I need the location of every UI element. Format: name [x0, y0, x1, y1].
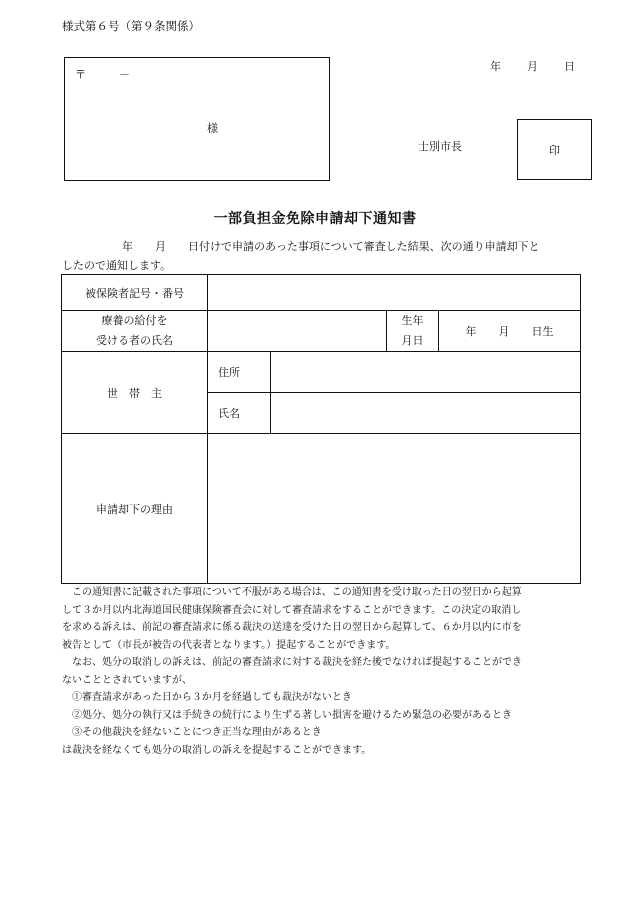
address-field — [271, 352, 581, 393]
date-year: 年 — [490, 60, 501, 73]
birth-label-line-2: 月日 — [401, 334, 424, 347]
rejection-reason-field — [208, 434, 581, 584]
rejection-reason-label: 申請却下の理由 — [62, 434, 208, 584]
appeal-notice — [62, 584, 582, 759]
household-head-label: 世 帯 主 — [62, 352, 208, 434]
seal-box — [517, 119, 592, 180]
document-title: 一部負担金免除申請却下通知書 — [213, 211, 417, 227]
date-line — [490, 58, 575, 74]
notice-line: を求める訴えは、前記の審査請求に係る裁決の送達を受けた日の翌日から起算して、６か月以内に市を — [62, 622, 522, 633]
notice-line: 被告として（市長が被告の代表者となります。）提起することができます。 — [62, 639, 396, 651]
recipient-name-label — [62, 311, 208, 352]
recipient-name-label-line-1: 療養の給付を — [101, 314, 168, 327]
birth-date-field: 年 月 日生 — [439, 311, 581, 352]
notice-list-item: ①審査請求があった日から３か月を経過しても裁決がないとき — [72, 692, 352, 703]
recipient-honorific: 様 — [207, 122, 218, 135]
notice-line: ないこととされていますが、 — [62, 674, 192, 686]
insured-number-field — [208, 275, 581, 311]
recipient-name-label-line-2: 受ける者の氏名 — [96, 334, 173, 347]
address-box — [64, 57, 330, 181]
insured-number-label: 被保険者記号・番号 — [62, 275, 208, 311]
notice-line: して３か月以内北海道国民健康保険審査会に対して審査請求をすることができます。この決定の取消し — [62, 604, 522, 616]
application-form-table — [61, 274, 581, 584]
notice-line: この通知書に記載された事項について不服がある場合は、この通知書を受け取った日の翌日から起算 — [72, 587, 522, 598]
date-month: 月 — [527, 60, 538, 73]
intro-line-2: したので通知します。 — [62, 259, 172, 272]
issuer-name: 士別市長 — [418, 140, 462, 153]
address-label: 住所 — [208, 352, 271, 393]
name-label: 氏名 — [208, 393, 271, 434]
notice-list-item: ②処分、処分の執行又は手続きの続行により生ずる著しい損害を避けるため緊急の必要があるとき — [72, 709, 512, 721]
notice-list-item: ③その他裁決を経ないことにつき正当な理由があるとき — [72, 727, 322, 738]
birth-label-line-1: 生年 — [401, 314, 424, 327]
postal-code-dash: － — [119, 68, 130, 81]
seal-label: 印 — [549, 143, 560, 157]
notice-line: なお、処分の取消しの訴えは、前記の審査請求に対する裁決を経た後でなければ提起することができ — [72, 657, 522, 668]
birth-date-label — [387, 311, 439, 352]
postal-mark: 〒 — [75, 68, 86, 81]
intro-line-1: 年 月 日付けで申請のあった事項について審査した結果、次の通り申請却下と — [122, 240, 540, 253]
recipient-name-field — [208, 311, 387, 352]
notice-line: は裁決を経なくても処分の取消しの訴えを提起することができます。 — [62, 744, 372, 756]
name-field — [271, 393, 581, 434]
form-number: 様式第６号（第９条関係） — [62, 19, 200, 33]
date-day: 日 — [564, 60, 575, 73]
intro-paragraph — [62, 237, 590, 275]
